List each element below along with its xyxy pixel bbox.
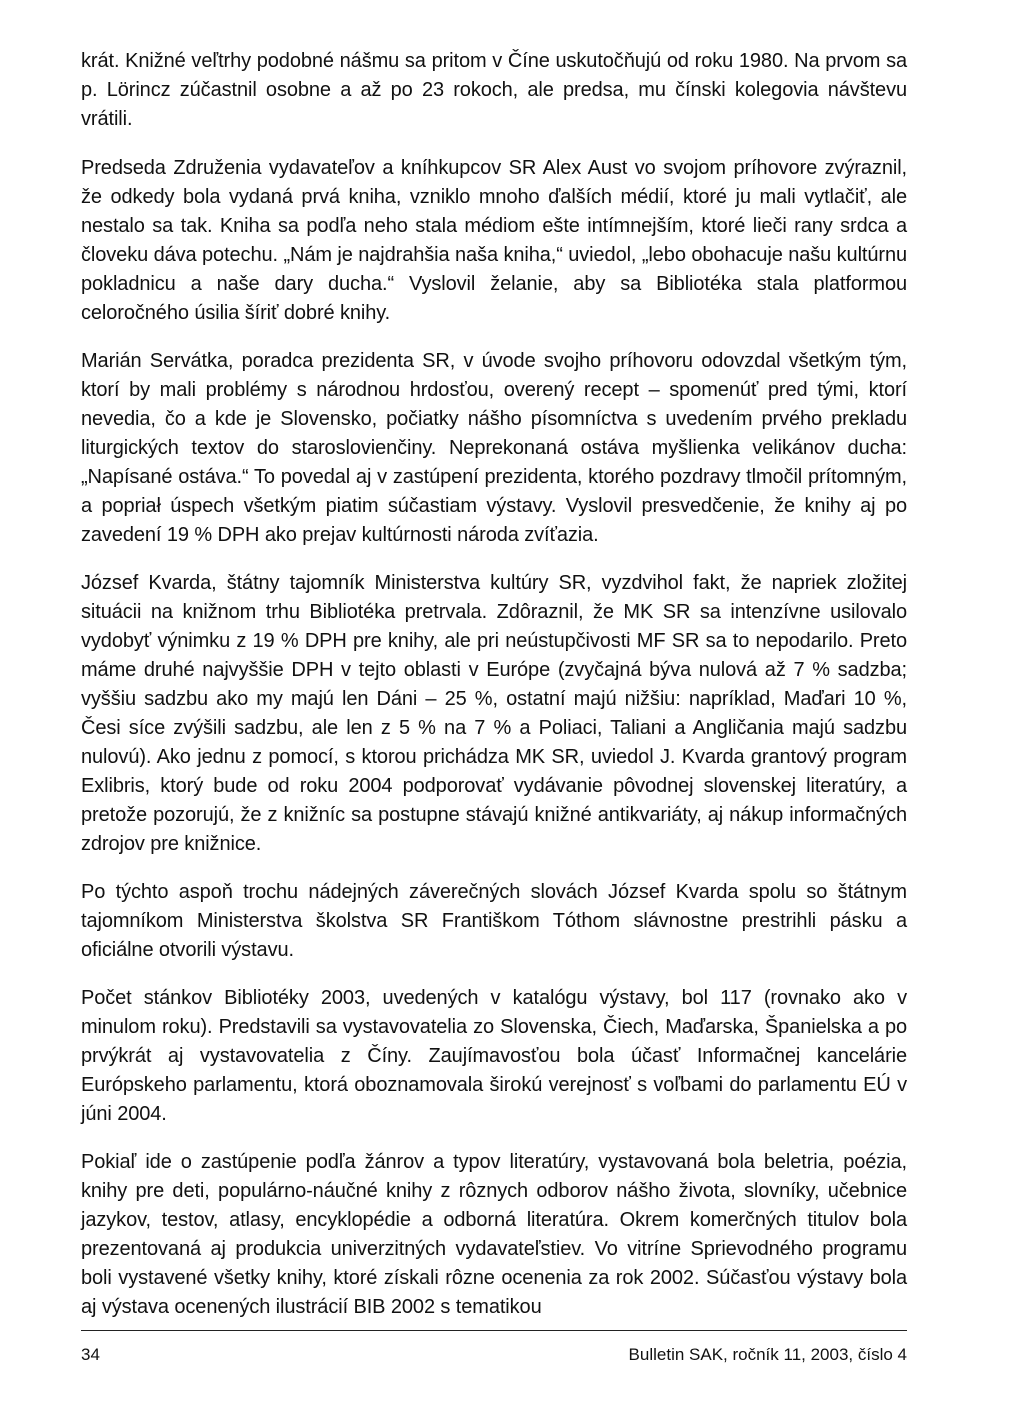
paragraph: József Kvarda, štátny tajomník Ministerstva kultúry SR, vyzdvihol fakt, že napriek zložitej situácii na knižnom trhu Bibliotéka pretrvala. Zdôraznil, že MK SR sa intenzívne usilovalo vydobyť výnimku z 19 % DPH pre knihy, ale pri neústupčivosti MF SR sa to nepodarilo. Preto máme druhé najvyššie DPH v tejto oblasti v Európe (zvyčajná býva nulová až 7 % sadzba; vyššiu sadzbu ako my majú len Dáni – 25 %, ostatní majú nižšiu: napríklad, Maďari 10 %, Česi síce zvýšili sadzbu, ale len z 5 % na 7 % a Poliaci, Taliani a Angličania majú sadzbu nulovú). Ako jednu z pomocí, s ktorou prichádza MK SR, uviedol J. Kvarda grantový program Exlibris, ktorý bude od roku 2004 podporovať vydávanie pôvodnej slovenskej literatúry, a pretože pozorujú, že z knižníc sa postupne stávajú knižné antikvariáty, aj nákup informačných zdrojov pre knižnice. [81,572,907,855]
page-footer [81,1344,907,1366]
paragraph: Predseda Združenia vydavateľov a kníhkupcov SR Alex Aust vo svojom príhovore zvýraznil, že odkedy bola vydaná prvá kniha, vzniklo mnoho ďalších médií, ktoré ju mali vytlačiť, ale nestalo sa tak. Kniha sa podľa neho stala médiom ešte intímnejším, ktoré lieči rany srdca a človeku dáva potechu. „Nám je najdrahšia naša kniha,“ uviedol, „lebo obohacuje našu kultúrnu pokladnicu a naše dary ducha.“ Vyslovil želanie, aby sa Bibliotéka stala platformou celoročného úsilia šíriť dobré knihy. [81,157,907,324]
paragraph: Pokiaľ ide o zastúpenie podľa žánrov a typov literatúry, vystavovaná bola beletria, poézia, knihy pre deti, populárno-náučné knihy z rôznych odborov nášho života, slovníky, učebnice jazykov, testov, atlasy, encyklopédie a odborná literatúra. Okrem komerčných titulov bola prezentovaná aj produkcia univerzitných vydavateľstiev. Vo vitríne Sprievodného programu boli vystavené všetky knihy, ktoré získali rôzne ocenenia za rok 2002. Súčasťou výstavy bola aj výstava ocenených ilustrácií BIB 2002 s tematikou [81,1151,907,1318]
footer-divider [81,1330,907,1331]
paragraph: Po týchto aspoň trochu nádejných záverečných slovách József Kvarda spolu so štátnym tajomníkom Ministerstva školstva SR Františkom Tóthom slávnostne prestrihli pásku a oficiálne otvorili výstavu. [81,881,907,961]
paragraph: krát. Knižné veľtrhy podobné nášmu sa pritom v Číne uskutočňujú od roku 1980. Na prvom sa p. Lörincz zúčastnil osobne a až po 23 rokoch, ale predsa, mu čínski kolegovia návštevu vrátili. [81,50,907,130]
publication-info: Bulletin SAK, ročník 11, 2003, číslo 4 [628,1345,907,1364]
page-number: 34 [81,1345,100,1364]
paragraph: Počet stánkov Bibliotéky 2003, uvedených v katalógu výstavy, bol 117 (rovnako ako v minulom roku). Predstavili sa vystavovatelia zo Slovenska, Čiech, Maďarska, Španielska a po prvýkrát aj vystavovatelia z Číny. Zaujímavosťou bola účasť Informačnej kancelárie Európskeho parlamentu, ktorá oboznamovala širokú verejnosť s voľbami do parlamentu EÚ v júni 2004. [81,987,907,1125]
paragraph: Marián Servátka, poradca prezidenta SR, v úvode svojho príhovoru odovzdal všetkým tým, ktorí by mali problémy s národnou hrdosťou, overený recept – spomenúť pred tými, ktorí nevedia, čo a kde je Slovensko, počiatky nášho písomníctva s uvedením prvého prekladu liturgických textov do staroslovienčiny. Neprekonaná ostáva myšlienka velikánov ducha: „Napísané ostáva.“ To povedal aj v zastúpení prezidenta, ktorého pozdravy tlmočil prítomným, a popriał úspech všetkým piatim súčastiam výstavy. Vyslovil presvedčenie, že knihy aj po zavedení 19 % DPH ako prejav kultúrnosti národa zvíťazia. [81,350,907,546]
article-body [81,47,907,1341]
